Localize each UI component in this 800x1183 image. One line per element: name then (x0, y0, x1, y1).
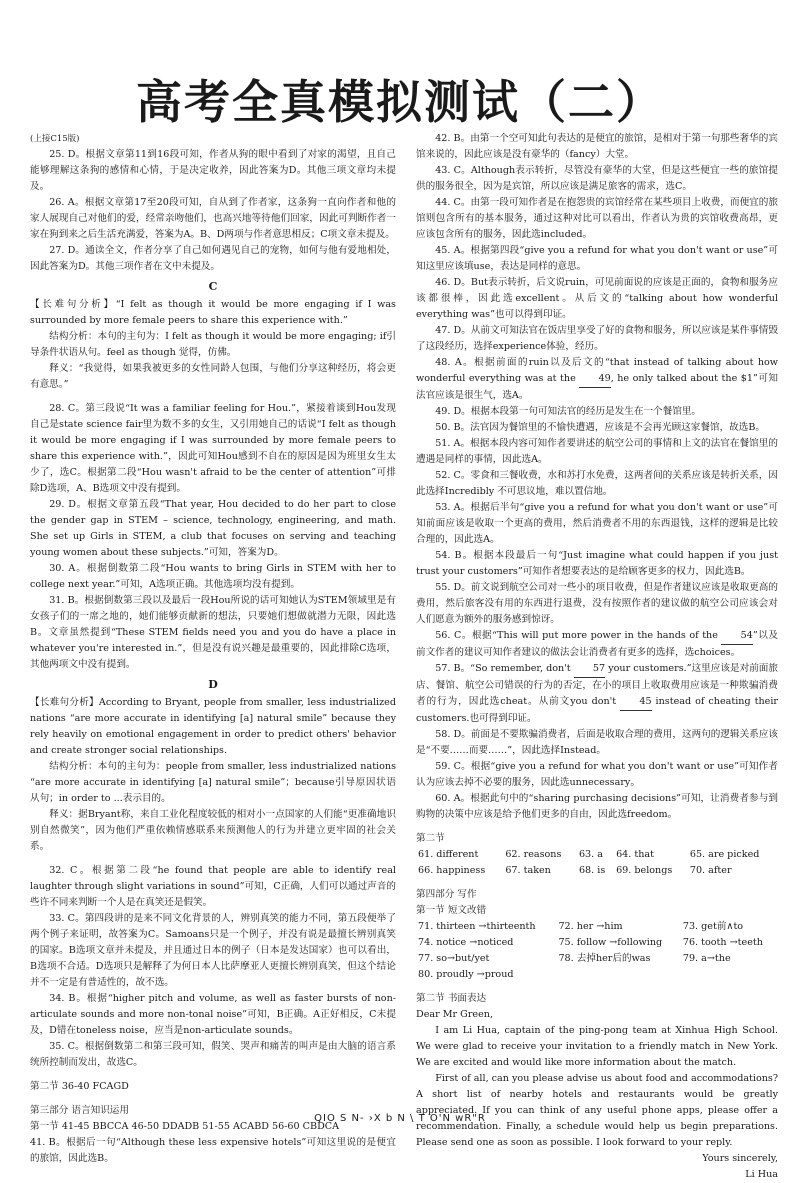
letter-closing: Yours sincerely, (702, 1153, 778, 1164)
answer-56: 56. C。根据“This will put more power in the hands of the 54”以及前文作者的建议可知作者建议的做法会让消费者有更多的选择，选choices。 (416, 630, 778, 658)
answer-33: 33. C。第四段讲的是来不同文化背景的人，辨别真笑的能力不同，第五段便举了两个例子来证明，故答案为C。Samoans只是一个例子，并没有说是最擅长辨别真笑的国家。B选项文章并未提及，并且通过日本的例子（日本是发达国家）也可以看出，B选项不合适。D选项只是解释了为何日本人比萨摩亚人更擅长辨别真笑，但这个结论并不一定是有普适性的，故不选。 (30, 913, 396, 988)
answer-47: 47. D。从前文可知法官在饭店里享受了好的食物和服务，所以应该是某件事情毁了这段经历，选择experience体验，经历。 (416, 325, 778, 352)
c-translation: 释义：“我觉得，如果我被更多的女性同龄人包围，与他们分享这种经历，将会更有意思。” (30, 363, 396, 390)
answer-29: 29. D。根据文章第五段“That year, Hou decided to do her part to close the gender gap in STEM – science, technology, engineering, and math. She set up Girls in STEM, a club that focuses on serving and teaching young women about these subjects.”可知，答案为D。 (30, 499, 396, 558)
d-translation: 释义：据Bryant称，来自工业化程度较低的相对小一点国家的人们能“更准确地识别自然微笑”，因为他们严重依赖情感联系来预测他人的行为并建立更牢固的社会关系。 (30, 809, 396, 852)
answer-31: 31. B。根据倒数第三段以及最后一段Hou所说的话可知她认为STEM领域里是有女孩子们的一席之地的，她们能够贡献新的想法，只要她们想做就潜力无限，因此选B。文章虽然提到“These STEM fields need you and you do have a place in whatever you're interested in.”，但是没有说兴趣是最重要的，因此排除C选项，其他两项文中没有提到。 (30, 595, 396, 670)
blank: 49 (579, 371, 610, 388)
page-footer: QIO S N- ›X b N \ T O'N wR"R (314, 1113, 486, 1124)
answer-30: 30. A。根据倒数第二段“Hou wants to bring Girls in STEM with her to college next year.”可知，A选项正确。其他选项均没有提到。 (30, 563, 396, 590)
answer-59: 59. C。根据“give you a refund for what you don't want or use”可知作者认为应该去掉不必要的服务，因此选unnecessary。 (416, 761, 778, 788)
answer-55: 55. D。前文说到航空公司对一些小的项目收费，但是作者建议应该是收取更高的费用，然后旅客没有用的东西进行退费，没有按照作者的建议做的航空公司应该会对人们愿意为额外的服务感到惊讶。 (416, 582, 778, 625)
letter-paragraph-2: First of all, can you please advise us about food and accommodations? A short list of nearby hotels and restaurants would be greatly appreciated. If you can think of any useful phone apps, please offer a recommendation. Finally, a schedule would help us begin preparations. Please send one as soon as possible. I look forward to your reply. (416, 1073, 778, 1148)
answer-45: 45. A。根据第四段“give you a refund for what you don't want or use”可知这里应该填use，表达是同样的意思。 (416, 245, 778, 272)
part-4-section-1-heading: 第一节 短文改错 (416, 905, 487, 916)
answer-48: 48. A。根据前面的ruin以及后文的“that instead of talking about how wonderful everything was at the 49, he only talked about the $1”可知法官应该是很生气，选A。 (416, 357, 778, 401)
answer-42: 42. B。由第一个空可知此句表达的是便宜的旅馆，是相对于第一句那些奢华的宾馆来说的，因此应该是没有豪华的（fancy）大堂。 (416, 133, 778, 160)
answer-52: 52. C。零食和三餐收费，水和苏打水免费，这两者间的关系应该是转折关系，因此选择Incredibly 不可思议地，难以置信地。 (416, 470, 778, 497)
answer-35: 35. C。根据倒数第二和第三段可知，假笑、哭声和痛苦的叫声是由大脑的语言系统所控制而发出，故选C。 (30, 1041, 396, 1068)
letter-signature: Li Hua (745, 1169, 778, 1180)
answer-53: 53. A。根据后半句“give you a refund for what you don't want or use”可知前面应该是收取一个更高的费用，然后消费者不用的东西退钱，这样的逻辑是比较合理的，因此选A。 (416, 502, 778, 545)
answer-43: 43. C。Although表示转折，尽管没有豪华的大堂，但是这些便宜一些的旅馆提供的服务很全，因为是宾馆，所以应该是满足旅客的需求，选C。 (416, 165, 778, 192)
section-d-heading: D (208, 678, 218, 691)
error-correction-table (416, 919, 778, 983)
right-column (416, 131, 778, 1183)
blank: 45 (620, 694, 651, 711)
answer-26: 26. A。根据文章第17至20段可知，自从到了作者家，这条狗一直向作者和他的家人展现自己对他们的爱，经常亲吻他们，也高兴地等待他们回家，因此可判断作者一家在狗到来之后生活充满爱，答案为A。B、D两项与作者意思相反；C项文章未提及。 (30, 197, 396, 240)
blank: 57 (574, 661, 605, 678)
part-4-section-2-heading: 第二节 书面表达 (416, 993, 487, 1004)
answer-44: 44. C。由第一段可知作者是在抱怨贵的宾馆经常在某些项目上收费，而便宜的旅馆则包含所有的基本服务，通过这种对比可以看出，作者认为贵的宾馆收费高昂，更应该包含所有的服务，因此选included。 (416, 197, 778, 240)
c-structure-analysis: 结构分析：本句的主句为：I felt as though it would be more engaging; if引导条件状语从句。feel as though 觉得，仿佛。 (30, 331, 396, 358)
table-row: 71. thirteen →thirteenth 72. her →him 73. get前∧to (418, 921, 744, 932)
d-structure-analysis: 结构分析：本句的主句为：people from smaller, less industrialized nations “are more accurate in identifying [a] natural smile”；because引导原因状语从句；in order to ...表示目的。 (30, 761, 396, 804)
blank: 54 (721, 628, 752, 645)
section-c-heading: C (208, 280, 218, 293)
fill-answers-table (416, 847, 778, 879)
part-3-section-1-answers: 第一节 41-45 BBCCA 46-50 DDADB 51-55 ACABD 56-60 CBDCA (30, 1121, 340, 1132)
answer-57: 57. B。“So remember, don't 57 your customers.”这里应该是对前面旅店、餐馆、航空公司错误的行为的否定，在小的项目上收取费用应该是一种欺骗消费者的行为，因此选cheat。从前文you don't 45 instead of cheating their customers.也可得到印证。 (416, 663, 779, 724)
answer-49: 49. D。根据本段第一句可知法官的经历是发生在一个餐馆里。 (435, 406, 702, 417)
table-row: 66. happiness 67. taken 68. is 69. belongs 70. after (418, 865, 732, 876)
section-2-answers: 第二节 36-40 FCAGD (30, 1081, 129, 1092)
answer-25: 25. D。根据文章第11到16段可知，作者从狗的眼中看到了对家的渴望，且自己能够理解这条狗的感情和心情，于是决定收养，因此答案为D。其他三项文章均未提及。 (30, 149, 396, 192)
letter-paragraph-1: I am Li Hua, captain of the ping-pong team at Xinhua High School. We were glad to receive your invitation to a friendly match in New York. We are excited and would like more information about the match. (416, 1025, 778, 1068)
table-row: 74. notice →noticed 75. follow →following 76. tooth →teeth (418, 937, 763, 948)
page-title: 高考全真模拟测试（二） (136, 75, 664, 129)
table-row: 77. so→but/yet 78. 去掉her后的was 79. a→the (418, 953, 731, 964)
edition-note: (上接C15版) (30, 134, 80, 144)
left-column (30, 131, 396, 1167)
letter-salutation: Dear Mr Green, (416, 1009, 494, 1020)
section-2-heading: 第二节 (416, 833, 445, 844)
table-row: 61. different 62. reasons 63. a 64. that 65. are picked (418, 849, 760, 860)
part-4-heading: 第四部分 写作 (416, 889, 477, 900)
answer-60: 60. A。根据此句中的“sharing purchasing decisions”可知，让消费者参与到购物的决策中应该是给予他们更多的自由，因此选freedom。 (416, 793, 778, 820)
answer-32: 32. C。根据第二段“he found that people are able to identify real laughter through slight variations in sound”可知，C正确，人们可以通过声音的些许不同来判断一个人是在真笑还是假笑。 (30, 865, 396, 908)
d-long-sentence-analysis: 【长难句分析】According to Bryant, people from smaller, less industrialized nations “are more accurate in identifying [a] natural smile” because they rely heavily on emotional engagement in order to predict others' behavior and create stronger social relationships. (30, 697, 396, 756)
answer-27: 27. D。通读全文，作者分享了自己如何遇见自己的宠物，如何与他有爱地相处，因此答案为D。其他三项作者在文中未提及。 (30, 245, 396, 272)
table-row: 80. proudly →proud (418, 969, 514, 980)
answer-28: 28. C。第三段说“It was a familiar feeling for Hou.”，紧接着谈到Hou发现自己是state science fair里为数不多的女生，又引用她自己的话说“I felt as though it would be more engaging if I was surrounded by more female peers to share this experience with.”，因此可知Hou感到不自在的原因是因为班里女生太少了，选C。根据第二段“Hou wasn't afraid to be the center of attention”可排除D选项，A、B选项文中没有提到。 (30, 403, 396, 494)
answer-46: 46. D。But表示转折，后文说ruin，可见前面说的应该是正面的，食物和服务应该都很棒，因此选excellent。从后文的“talking about how wonderful everything was”也可以得到印证。 (416, 277, 778, 320)
answer-58: 58. D。前面是不要欺骗消费者，后面是收取合理的费用，这两句的逻辑关系应该是“不要……而要……”，因此选择Instead。 (416, 729, 778, 756)
part-3-heading: 第三部分 语言知识运用 (30, 1105, 129, 1116)
model-letter (416, 1007, 778, 1183)
answer-34: 34. B。根据“higher pitch and volume, as well as faster bursts of non-articulate sounds and more non-tonal noise”可知，B正确。A正好相反，C未提及，D错在toneless noise，应当是non-articulate sounds。 (30, 993, 396, 1036)
answer-51: 51. A。根据本段内容可知作者要讲述的航空公司的事情和上文的法官在餐馆里的遭遇是同样的事情，因此选A。 (416, 438, 778, 465)
answer-50: 50. B。法官因为餐馆里的不愉快遭遇，应该是不会再光顾这家餐馆，故选B。 (435, 422, 765, 433)
c-long-sentence-analysis: 【长难句分析】“I felt as though it would be more engaging if I was surrounded by more female peers to share this experience with.” (30, 299, 396, 326)
answer-54: 54. B。根据本段最后一句“Just imagine what could happen if you just trust your customers”可知作者想要表达的是给顾客更多的权力，因此选B。 (416, 550, 778, 577)
answer-41: 41. B。根据后一句“Although these less expensive hotels”可知这里说的是便宜的旅馆，因此选B。 (30, 1137, 396, 1164)
